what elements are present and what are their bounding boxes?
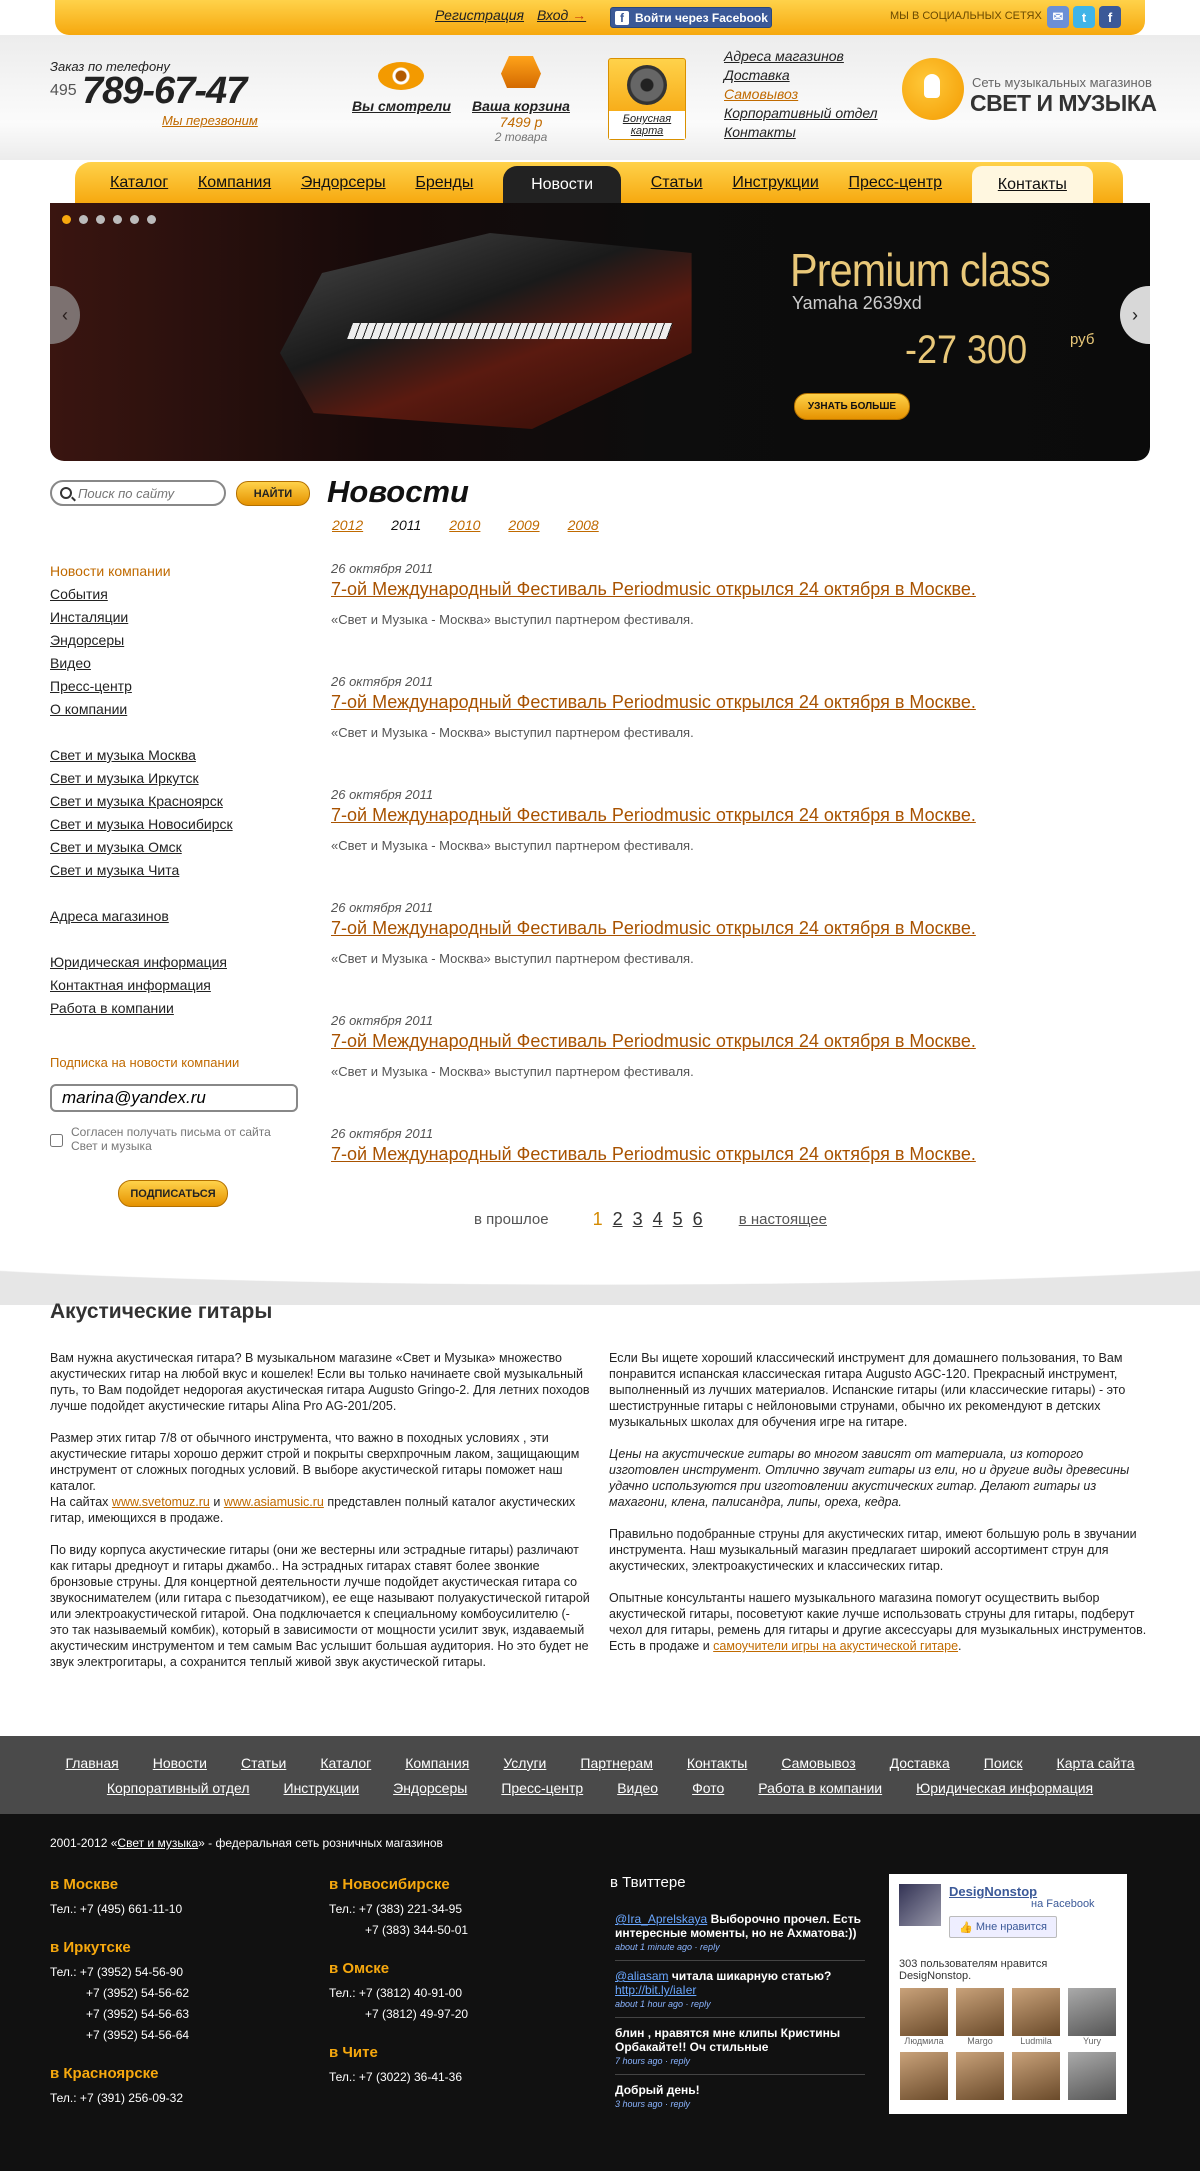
pagination	[474, 1209, 827, 1230]
city-novosibirsk: в Новосибирске Тел.: +7 (383) 221-34-95 +7 (383) 344-50-01	[329, 1876, 469, 1937]
phone-code: 495	[50, 82, 77, 99]
sidebar-item-installations[interactable]: Инсталяции	[50, 609, 129, 625]
sidebar-item-chita[interactable]: Свет и музыка Чита	[50, 862, 180, 878]
footer-link-partners[interactable]: Партнерам	[580, 1754, 653, 1771]
sidebar-item-omsk[interactable]: Свет и музыка Омск	[50, 839, 182, 855]
nav-catalog[interactable]: Каталог	[110, 174, 169, 191]
footer-link-legal[interactable]: Юридическая информация	[916, 1779, 1094, 1796]
news-title-link[interactable]: 7-ой Международный Фестиваль Periodmusic открылся 24 октября в Москве.	[331, 805, 976, 825]
twitter-title: в Твиттере	[610, 1874, 686, 1891]
footer-nav	[0, 1736, 1200, 1814]
banner-subtitle: Yamaha 2639xd	[792, 293, 922, 313]
footer-link-search[interactable]: Поиск	[983, 1754, 1023, 1771]
news-desc: «Свет и Музыка - Москва» выступил партнером фестиваля.	[331, 951, 694, 966]
pager-page-4[interactable]: 4	[652, 1209, 663, 1229]
year-2009[interactable]: 2009	[508, 517, 540, 533]
slider-dot[interactable]	[62, 215, 71, 224]
slider-dot[interactable]	[79, 215, 88, 224]
news-date: 26 октября 2011	[331, 674, 434, 689]
slider-dots	[62, 215, 156, 224]
news-date: 26 октября 2011	[331, 787, 434, 802]
logo-icon[interactable]	[902, 58, 964, 120]
header-links	[724, 48, 878, 140]
news-date: 26 октября 2011	[331, 1126, 434, 1141]
bonus-card[interactable]	[608, 58, 686, 140]
fb-on-label: на Facebook	[1031, 1898, 1095, 1910]
myworld-icon[interactable]: ✉	[1047, 6, 1069, 28]
news-date: 26 октября 2011	[331, 900, 434, 915]
sidebar-item-krasnoyarsk[interactable]: Свет и музыка Красноярск	[50, 793, 223, 809]
nav-endorsers[interactable]: Эндорсеры	[300, 174, 386, 191]
banner-title: Premium class	[790, 244, 1050, 296]
footer-link-sitemap[interactable]: Карта сайта	[1056, 1754, 1135, 1771]
copyright-link[interactable]: Свет и музыка	[117, 1836, 199, 1850]
banner-currency: руб	[1070, 331, 1095, 348]
fb-face[interactable]	[1067, 2052, 1117, 2100]
sidebar-item-press[interactable]: Пресс-центр	[50, 678, 132, 694]
learn-more-button[interactable]: УЗНАТЬ БОЛЬШЕ	[794, 393, 910, 420]
sidebar-item-company-news[interactable]: Новости компании	[50, 563, 171, 579]
agree-checkbox[interactable]	[50, 1128, 63, 1153]
news-title-link[interactable]: 7-ой Международный Фестиваль Periodmusic открылся 24 октября в Москве.	[331, 918, 976, 938]
footer-link-jobs[interactable]: Работа в компании	[758, 1779, 883, 1796]
seo-right-column	[609, 1350, 1149, 1670]
search-input[interactable]	[78, 486, 218, 501]
facebook-icon: f	[615, 11, 629, 25]
fb-face[interactable]	[955, 2052, 1005, 2100]
page-avatar[interactable]	[899, 1884, 941, 1926]
footer-link-corporate[interactable]: Корпоративный отдел	[106, 1779, 250, 1796]
section-divider	[0, 1245, 1200, 1305]
footer	[0, 1814, 1200, 2171]
page-title: Новости	[327, 474, 469, 509]
tweet-user[interactable]: @aliasam	[615, 1969, 669, 1983]
chevron-right-icon: ›	[1132, 304, 1138, 325]
viewed-label: Вы смотрели	[352, 98, 451, 114]
footer-link-company[interactable]: Компания	[405, 1754, 470, 1771]
search-button[interactable]: НАЙТИ	[236, 481, 310, 506]
year-2012[interactable]: 2012	[332, 517, 364, 533]
seo-title: Акустические гитары	[50, 1300, 273, 1323]
subscribe-button[interactable]: ПОДПИСАТЬСЯ	[118, 1180, 228, 1207]
sidebar-item-endorsers[interactable]: Эндорсеры	[50, 632, 125, 648]
facebook-login-button[interactable]	[610, 7, 772, 28]
header-link-addresses[interactable]: Адреса магазинов	[724, 48, 844, 64]
facebook-social-icon[interactable]: f	[1099, 6, 1121, 28]
seo-paragraph: По виду корпуса акустические гитары (они же вестерны или эстрадные гитары) различают как гитары дредноут и гитары джамбо.. На эстрадных гитарах ставят более звонкие бронзовые струны. Для концертной деятельности лучше подойдет акустическая гитара со звукоснимателем (или гитара с пьезодатчиком), ее еще называют полуакустической гитарой или электроакустической гитарой. Она подключается к специальному комбоусилителю (- это так называемый комбик), который в зависимости от мощности усилит звук, издаваемый акустическим инструментом и тем самым Вас услышит большая аудитория. Но это будет не звук электрогитары, а сохранится теплый живой звук акустической гитары.	[50, 1543, 590, 1669]
fb-face[interactable]	[1011, 2052, 1061, 2100]
register-link[interactable]: Регистрация	[435, 7, 525, 23]
twitter-icon[interactable]: t	[1073, 6, 1095, 28]
news-item	[331, 1013, 1011, 1079]
subscribe-title: Подписка на новости компании	[50, 1055, 240, 1070]
nav-manuals[interactable]: Инструкции	[732, 174, 819, 191]
sidebar-item-novosibirsk[interactable]: Свет и музыка Новосибирск	[50, 816, 233, 832]
footer-link-articles[interactable]: Статьи	[240, 1754, 287, 1771]
tweet-user[interactable]: @Ira_Aprelskaya	[615, 1912, 708, 1926]
sidebar-item-events[interactable]: События	[50, 586, 108, 602]
footer-nav-row	[65, 1755, 1134, 1771]
cart-label: Ваша корзина	[472, 98, 570, 114]
footer-link-press[interactable]: Пресс-центр	[501, 1779, 584, 1796]
header-link-delivery[interactable]: Доставка	[724, 67, 790, 83]
header-link-pickup[interactable]: Самовывоз	[724, 86, 799, 102]
twitter-feed	[615, 1904, 865, 2117]
year-filter	[332, 517, 599, 533]
news-title-link[interactable]: 7-ой Международный Фестиваль Periodmusic открылся 24 октября в Москве.	[331, 1144, 976, 1164]
search-icon	[60, 487, 72, 499]
agree-label: Согласен получать письма от сайта Свет и музыка	[71, 1125, 271, 1153]
news-item	[331, 787, 1011, 853]
seo-left-column	[50, 1350, 590, 1686]
pager-page-2[interactable]: 2	[612, 1209, 623, 1229]
fb-like-button[interactable]: 👍 Мне нравится	[949, 1916, 1057, 1938]
facebook-login-label: Войти через Facebook	[635, 10, 768, 25]
logo-subtitle: Сеть музыкальных магазинов	[972, 75, 1152, 90]
phone-caption: Заказ по телефону	[50, 59, 170, 74]
tweet: @aliasam читала шикарную статью? http://bit.ly/iaIer about 1 hour ago · reply	[615, 1961, 865, 2018]
sidebar-item-irkutsk[interactable]: Свет и музыка Иркутск	[50, 770, 199, 786]
piano-keys	[347, 323, 673, 339]
seo-paragraph: Правильно подобранные струны для акустических гитар, имеют большую роль в звучании инструмента. Наш музыкальный магазин предлагает широкий ассортимент струн для акустических, электроакустических и классических гитар.	[609, 1527, 1137, 1573]
footer-nav-row	[107, 1780, 1093, 1796]
nav-articles[interactable]: Статьи	[650, 174, 703, 191]
basket-icon	[501, 56, 541, 88]
chevron-left-icon: ‹	[62, 304, 68, 325]
top-bar	[55, 0, 1145, 35]
email-field[interactable]	[50, 1084, 298, 1112]
tweet: @Ira_Aprelskaya Выборочно прочел. Есть интересные моменты, но не Ахматова:)) about 1 minute ago · reply	[615, 1904, 865, 1961]
fb-like-count: 303 пользователям нравится DesigNonstop.	[899, 1958, 1048, 1982]
nav-contacts[interactable]: Контакты	[972, 166, 1093, 204]
disk-icon	[627, 65, 667, 105]
pager-prev[interactable]: в прошлое	[474, 1211, 549, 1228]
copyright: 2001-2012 «Свет и музыка» - федеральная сеть розничных магазинов	[50, 1836, 443, 1850]
sidebar-item-addresses[interactable]: Адреса магазинов	[50, 908, 169, 924]
login-link[interactable]: Вход →	[537, 7, 586, 23]
search-box	[50, 480, 226, 506]
pager-page-1[interactable]: 1	[592, 1209, 603, 1229]
seo-paragraph: Вам нужна акустическая гитара? В музыкальном магазине «Свет и Музыка» множество акустических гитар на любой вкус и кошелек! Если вы только начинаете свой музыкальный путь, то Вам подойдет недорогая акустическая гитара Augusto Gringo-2. Для летних походов лучше подойдет акустические гитары Alina Pro AG-201/205.	[50, 1351, 590, 1413]
news-item	[331, 561, 1011, 627]
cart-items: 2 товара	[494, 130, 548, 144]
phone-number: 789-67-47	[82, 70, 247, 112]
sidebar-item-about[interactable]: О компании	[50, 701, 128, 717]
slider-dot[interactable]	[96, 215, 105, 224]
seo-paragraph: Размер этих гитар 7/8 от обычного инструмента, что важно в походных условиях , эти акустические гитары хорошо держит строй и покрыты сверхпрочным лаком, защищающим инструмент от сложных погодных условий. В выборе акустической гитары поможет наш каталог. На сайтах www.svetomuz.ru и www.asiamusic.ru представлен полный каталог акустических гитар, имеющихся в продаже.	[50, 1431, 580, 1525]
footer-link-home[interactable]: Главная	[65, 1754, 119, 1771]
footer-link-manuals[interactable]: Инструкции	[283, 1779, 360, 1796]
news-desc: «Свет и Музыка - Москва» выступил партнером фестиваля.	[331, 1064, 694, 1079]
sidebar-item-jobs[interactable]: Работа в компании	[50, 1000, 174, 1016]
news-title-link[interactable]: 7-ой Международный Фестиваль Periodmusic открылся 24 октября в Москве.	[331, 692, 976, 712]
seo-paragraph: Цены на акустические гитары во многом зависят от материала, из которого изготовлен инструмент. Отлично звучат гитары из ели, но и другие виды древесины удачно используются при изготовлении акустических гитар. Делают гитары из махагони, клена, палисандра, липы, ореха, кедра.	[609, 1447, 1130, 1509]
logo-name[interactable]: СВЕТ И МУЗЫКА	[970, 90, 1157, 116]
cart-price: 7499 р	[499, 114, 543, 130]
fb-faces	[899, 1988, 1117, 2100]
eye-icon	[378, 62, 424, 90]
news-desc: «Свет и Музыка - Москва» выступил партнером фестиваля.	[331, 612, 694, 627]
sidebar-item-legal[interactable]: Юридическая информация	[50, 954, 227, 970]
social-caption: МЫ В СОЦИАЛЬНЫХ СЕТЯХ	[890, 10, 1042, 22]
seo-paragraph: Если Вы ищете хороший классический инструмент для домашнего пользования, то Вам понравится испанская классическая гитара Augusto AGC-120. Прекрасный инструмент, выполненный из лучших материалов. Испанские гитары (или классические гитары) - это шестиструнные гитары с нейлоновыми струнами, обычно их рекомендуют в детских музыкальных школах для обучения игре на гитаре.	[609, 1351, 1126, 1429]
footer-link-endorsers[interactable]: Эндорсеры	[393, 1779, 468, 1796]
footer-link-catalog[interactable]: Каталог	[320, 1754, 372, 1771]
city-krasnoyarsk: в Красноярске Тел.: +7 (391) 256-09-32	[50, 2065, 184, 2105]
city-irkutsk: в Иркутске Тел.: +7 (3952) 54-56-90 +7 (3952) 54-56-62 +7 (3952) 54-56-63 +7 (3952) 54-56-64	[50, 1939, 190, 2042]
news-title-link[interactable]: 7-ой Международный Фестиваль Periodmusic открылся 24 октября в Москве.	[331, 579, 976, 599]
sidebar-item-video[interactable]: Видео	[50, 655, 91, 671]
footer-link-photo[interactable]: Фото	[692, 1779, 725, 1796]
year-2008[interactable]: 2008	[567, 517, 599, 533]
slider-dot[interactable]	[113, 215, 122, 224]
main-nav	[75, 162, 1123, 204]
agree-checkbox-row[interactable]	[50, 1125, 290, 1153]
bonus-label: Бонусная карта	[609, 111, 685, 139]
cart-widget[interactable]	[472, 56, 570, 144]
tweet-link[interactable]: http://bit.ly/iaIer	[615, 1983, 697, 1997]
sidebar-item-moscow[interactable]: Свет и музыка Москва	[50, 747, 196, 763]
sidebar-item-contact-info[interactable]: Контактная информация	[50, 977, 211, 993]
footer-link-pickup[interactable]: Самовывоз	[781, 1754, 856, 1771]
nav-press[interactable]: Пресс-центр	[848, 174, 943, 191]
viewed-widget[interactable]	[352, 62, 451, 114]
promo-banner	[50, 203, 1150, 461]
fb-face[interactable]: Ludmila	[1011, 1988, 1061, 2046]
pager-page-6[interactable]: 6	[692, 1209, 703, 1229]
fb-face[interactable]: Yury	[1067, 1988, 1117, 2046]
year-2010[interactable]: 2010	[449, 517, 481, 533]
year-2011: 2011	[391, 517, 422, 533]
footer-link-contacts[interactable]: Контакты	[686, 1754, 748, 1771]
news-desc: «Свет и Музыка - Москва» выступил партнером фестиваля.	[331, 725, 694, 740]
header-link-corporate[interactable]: Корпоративный отдел	[724, 105, 878, 121]
footer-link-news[interactable]: Новости	[152, 1754, 207, 1771]
sidebar-menu	[50, 560, 233, 1020]
asiamusic-link[interactable]: www.asiamusic.ru	[223, 1495, 324, 1509]
seo-paragraph: Опытные консультанты нашего музыкального магазина помогут осуществить выбор акустической гитары, посоветуют какие лучше использовать струны для гитары, подберут чехол для гитары, ремень для гитары и другие аксессуары для музыкальных инструментов. Есть в продаже и самоучители игры на акустической гитаре.	[609, 1591, 1147, 1653]
news-date: 26 октября 2011	[331, 561, 434, 576]
tweet: блин , нравятся мне клипы Кристины Орбакайте!! Оч стильные 7 hours ago · reply	[615, 2018, 865, 2075]
city-chita: в Чите Тел.: +7 (3022) 36-41-36	[329, 2044, 463, 2084]
callback-link[interactable]: Мы перезвоним	[162, 113, 258, 128]
news-item	[331, 674, 1011, 740]
fb-face[interactable]: Margo	[955, 1988, 1005, 2046]
svetomuz-link[interactable]: www.svetomuz.ru	[111, 1495, 210, 1509]
news-item	[331, 1126, 1011, 1165]
slider-dot[interactable]	[147, 215, 156, 224]
news-title-link[interactable]: 7-ой Международный Фестиваль Periodmusic открылся 24 октября в Москве.	[331, 1031, 976, 1051]
slider-dot[interactable]	[130, 215, 139, 224]
pager-page-3[interactable]: 3	[632, 1209, 643, 1229]
footer-link-video[interactable]: Видео	[617, 1779, 659, 1796]
nav-company[interactable]: Компания	[197, 174, 272, 191]
news-item	[331, 900, 1011, 966]
city-omsk: в Омске Тел.: +7 (3812) 40-91-00 +7 (3812) 49-97-20	[329, 1960, 469, 2021]
fb-page-name[interactable]: DesigNonstop	[949, 1884, 1038, 1899]
facebook-widget	[889, 1874, 1127, 2114]
tweet: Добрый день! 3 hours ago · reply	[615, 2083, 700, 2109]
city-moscow: в Москве Тел.: +7 (495) 661-11-10	[50, 1876, 183, 1916]
header-link-contacts[interactable]: Контакты	[724, 124, 796, 140]
news-date: 26 октября 2011	[331, 1013, 434, 1028]
thumbs-up-icon: 👍	[959, 1921, 976, 1934]
news-desc: «Свет и Музыка - Москва» выступил партнером фестиваля.	[331, 838, 694, 853]
banner-price: -27 300	[905, 328, 1028, 372]
footer-link-services[interactable]: Услуги	[503, 1754, 547, 1771]
pager-next[interactable]: в настоящее	[738, 1211, 827, 1228]
pager-page-5[interactable]: 5	[672, 1209, 683, 1229]
footer-link-delivery[interactable]: Доставка	[889, 1754, 950, 1771]
nav-news[interactable]: Новости	[503, 166, 621, 204]
self-study-link[interactable]: самоучители игры на акустической гитаре	[713, 1639, 959, 1653]
fb-face[interactable]	[899, 2052, 949, 2100]
fb-face[interactable]: Людмила	[899, 1988, 949, 2046]
nav-brands[interactable]: Бренды	[415, 174, 474, 191]
